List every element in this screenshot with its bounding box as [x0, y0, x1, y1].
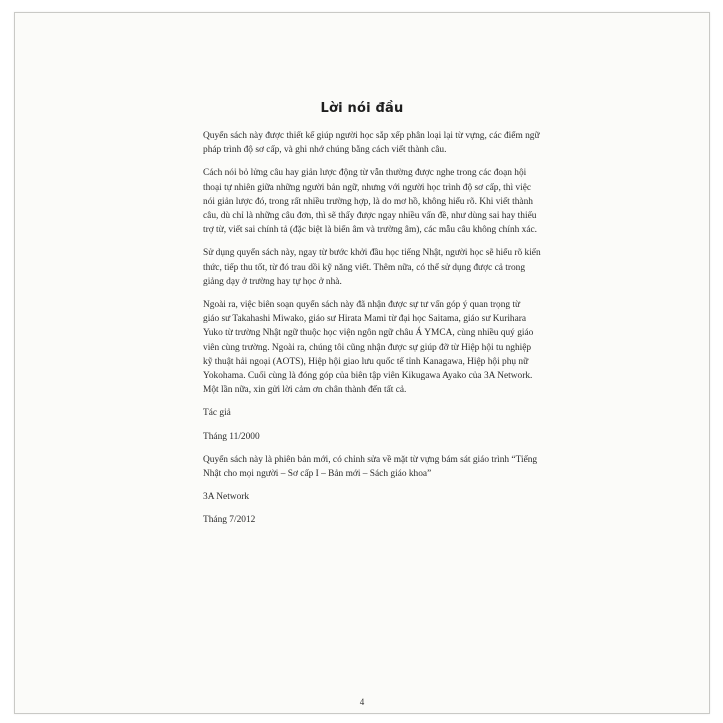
text-line: trợ từ, viết sai chính tả (đặc biệt là biến âm và trường âm), các mẫu câu không chính xác. — [203, 225, 538, 236]
text-line: Nhật cho mọi người – Sơ cấp I – Bản mới – Sách giáo khoa” — [203, 469, 432, 480]
text-line: Quyển sách này là phiên bản mới, có chỉnh sửa về mặt từ vựng bám sát giáo trình “Tiếng — [203, 454, 538, 465]
text-line: Quyển sách này được thiết kế giúp người học sắp xếp phân loại lại từ vựng, các điểm ngữ — [203, 131, 540, 141]
text-line: Cách nói bỏ lửng câu hay giản lược động từ vẫn thường được nghe trong các đoạn hội — [203, 168, 527, 179]
signature-author — [203, 406, 533, 443]
page-number: 4 — [359, 697, 365, 707]
page-body — [203, 129, 541, 537]
text-line: viên cùng trường. Ngoài ra, chúng tôi cũng nhận được sự giúp đỡ từ Hiệp hội tu nghiệp — [203, 342, 532, 353]
paragraph-2 — [203, 166, 538, 237]
paragraph-3 — [203, 246, 541, 289]
text-line: câu, dù chỉ là những câu đơn, thì sẽ thấy được ngay nhiều vấn đề, như dùng sai hay thiếu — [203, 211, 537, 222]
edition-note — [203, 453, 538, 481]
text-line: Một lần nữa, xin gửi lời cảm ơn chân thành đến tất cả. — [203, 385, 407, 396]
paragraph-1 — [203, 129, 540, 157]
text-line: Yokohama. Cuối cùng là đóng góp của biên tập viên Kikugawa Ayako của 3A Network. — [203, 371, 533, 382]
signature-publisher — [203, 490, 533, 527]
text-line: thức, tiếp thu tốt, từ đó trau dồi kỹ năng viết. Thêm nữa, có thể sử dụng được cả trong — [203, 262, 526, 273]
book-page — [14, 12, 710, 714]
text-line: giảng dạy ở trường hay tự học ở nhà. — [203, 276, 342, 287]
text-line: nói giản lược đó, trong rất nhiều trường hợp, là do mơ hồ, không hiểu rõ. Khi viết thành — [203, 196, 533, 207]
signature-date: Tháng 7/2012 — [203, 515, 256, 526]
text-line: Ngoài ra, việc biên soạn quyển sách này đã nhận được sự tư vấn góp ý quan trọng từ — [203, 300, 521, 311]
text-line: Yuko từ trường Nhật ngữ thuộc học viện ngôn ngữ châu Á YMCA, cùng nhiều quý giáo — [203, 328, 534, 339]
text-line: kỹ thuật hải ngoại (AOTS), Hiệp hội giao lưu quốc tế tỉnh Kanagawa, Hiệp hội phụ nữ — [203, 356, 529, 367]
text-line: giáo sư Takahashi Miwako, giáo sư Hirata Mami từ đại học Saitama, giáo sư Kurihara — [203, 314, 527, 325]
signature-name: 3A Network — [203, 492, 250, 503]
signature-name: Tác giả — [203, 408, 231, 419]
paragraph-4 — [203, 298, 533, 397]
text-line: pháp trình độ sơ cấp, và ghi nhớ chúng bằng cách viết thành câu. — [203, 145, 447, 156]
page-title: Lời nói đầu — [320, 101, 404, 116]
text-line: Sử dụng quyển sách này, ngay từ bước khởi đầu học tiếng Nhật, người học sẽ hiểu rõ kiến — [203, 248, 541, 259]
text-line: thoại tự nhiên giữa những người bản ngữ, nhưng với người học trình độ sơ cấp, thì việc — [203, 182, 532, 193]
signature-date: Tháng 11/2000 — [203, 431, 260, 442]
